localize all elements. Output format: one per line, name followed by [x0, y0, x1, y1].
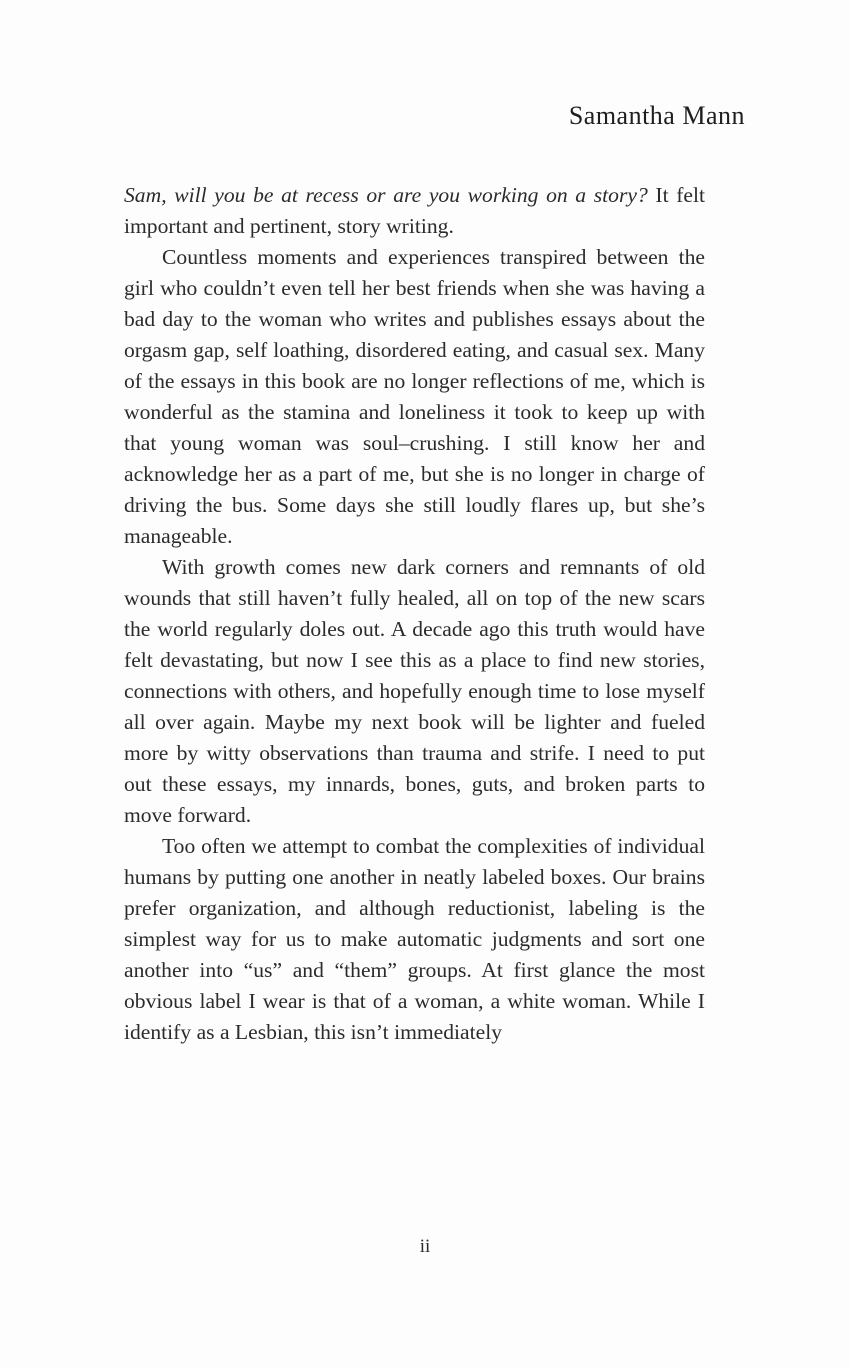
body-text	[124, 180, 705, 1048]
paragraph-text: Too often we attempt to combat the complexities of individual humans by putting one another in neatly labeled boxes. Our brains prefer organization, and although reductionist, labeling is the simplest way for us to make automatic judgments and sort one another into “us” and “them” groups. At first glance the most obvious label I wear is that of a woman, a white woman. While I identify as a Lesbian, this isn’t immediately	[124, 834, 705, 1044]
paragraph-italic-text: Sam, will you be at recess or are you working on a story?	[124, 183, 648, 207]
running-header: Samantha Mann	[568, 101, 745, 130]
paragraph	[124, 831, 705, 1048]
page-number: ii	[419, 1236, 431, 1257]
paragraph	[124, 180, 705, 242]
paragraph-text: Countless moments and experiences transpired between the girl who couldn’t even tell her best friends when she was having a bad day to the woman who writes and publishes essays about the orgasm gap, self loathing, disordered eating, and casual sex. Many of the essays in this book are no longer reflections of me, which is wonderful as the stamina and loneliness it took to keep up with that young woman was soul–crushing. I still know her and acknowledge her as a part of me, but she is no longer in charge of driving the bus. Some days she still loudly flares up, but she’s manageable.	[124, 245, 705, 548]
paragraph	[124, 242, 705, 552]
paragraph	[124, 552, 705, 831]
paragraph-text: With growth comes new dark corners and remnants of old wounds that still haven’t fully healed, all on top of the new scars the world regularly doles out. A decade ago this truth would have felt devastating, but now I see this as a place to find new stories, connections with others, and hopefully enough time to lose myself all over again. Maybe my next book will be lighter and fueled more by witty observations than trauma and strife. I need to put out these essays, my innards, bones, guts, and broken parts to move forward.	[124, 555, 705, 827]
paragraph-text: It felt important and pertinent, story writing.	[124, 183, 706, 238]
